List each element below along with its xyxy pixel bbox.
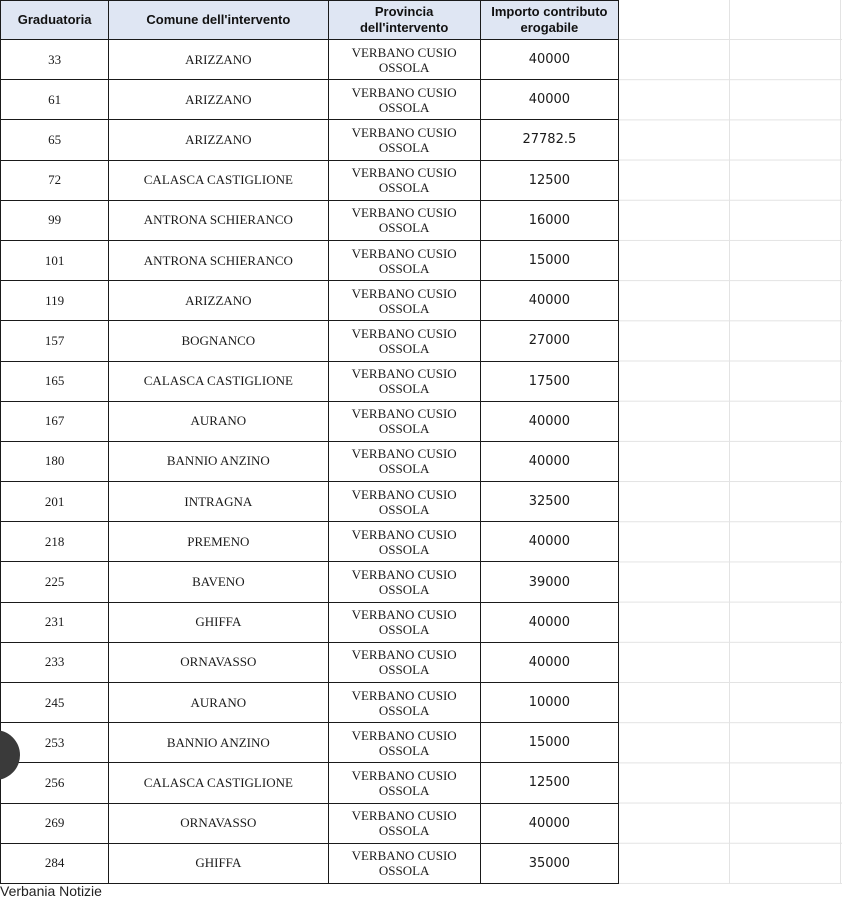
cell-provincia bbox=[328, 160, 480, 200]
cell-graduatoria: 33 bbox=[1, 40, 109, 80]
cell-graduatoria: 231 bbox=[1, 602, 109, 642]
table-row bbox=[1, 80, 619, 120]
cell-provincia-line2: OSSOLA bbox=[378, 381, 430, 397]
cell-comune: ARIZZANO bbox=[109, 120, 328, 160]
cell-importo: 40000 bbox=[480, 281, 618, 321]
cell-provincia-line2: OSSOLA bbox=[378, 340, 430, 356]
cell-comune: AURANO bbox=[109, 401, 328, 441]
cell-graduatoria: 61 bbox=[1, 80, 109, 120]
cell-provincia-line2: OSSOLA bbox=[378, 180, 430, 196]
cell-provincia-line2: OSSOLA bbox=[378, 622, 430, 638]
cell-importo: 27782.5 bbox=[480, 120, 618, 160]
cell-comune: BANNIO ANZINO bbox=[109, 723, 328, 763]
cell-importo: 40000 bbox=[480, 441, 618, 481]
header-comune: Comune dell'intervento bbox=[109, 1, 328, 40]
cell-provincia bbox=[328, 361, 480, 401]
cell-comune: BAVENO bbox=[109, 562, 328, 602]
cell-graduatoria: 180 bbox=[1, 441, 109, 481]
cell-provincia-line2: OSSOLA bbox=[378, 461, 430, 477]
table-row bbox=[1, 200, 619, 240]
cell-graduatoria: 225 bbox=[1, 562, 109, 602]
table-row bbox=[1, 723, 619, 763]
table-header-row bbox=[1, 1, 619, 40]
table-row bbox=[1, 482, 619, 522]
cell-provincia-line2: OSSOLA bbox=[378, 421, 430, 437]
cell-graduatoria: 99 bbox=[1, 200, 109, 240]
cell-importo: 40000 bbox=[480, 642, 618, 682]
table-row bbox=[1, 803, 619, 843]
header-provincia-line2: dell'intervento bbox=[359, 20, 449, 35]
cell-provincia-line1: VERBANO CUSIO bbox=[351, 285, 457, 301]
cell-provincia-line1: VERBANO CUSIO bbox=[351, 727, 457, 743]
cell-comune: GHIFFA bbox=[109, 843, 328, 883]
cell-provincia-line1: VERBANO CUSIO bbox=[351, 567, 457, 583]
cell-provincia-line2: OSSOLA bbox=[378, 782, 430, 798]
cell-graduatoria: 253 bbox=[1, 723, 109, 763]
cell-graduatoria: 72 bbox=[1, 160, 109, 200]
table-row bbox=[1, 642, 619, 682]
cell-provincia bbox=[328, 441, 480, 481]
table-row bbox=[1, 281, 619, 321]
cell-comune: BANNIO ANZINO bbox=[109, 441, 328, 481]
table-row bbox=[1, 843, 619, 883]
cell-provincia-line2: OSSOLA bbox=[378, 59, 430, 75]
cell-importo: 32500 bbox=[480, 482, 618, 522]
cell-provincia-line2: OSSOLA bbox=[378, 582, 430, 598]
cell-provincia-line1: VERBANO CUSIO bbox=[351, 486, 457, 502]
cell-importo: 40000 bbox=[480, 401, 618, 441]
cell-comune: PREMENO bbox=[109, 522, 328, 562]
cell-importo: 17500 bbox=[480, 361, 618, 401]
cell-provincia-line1: VERBANO CUSIO bbox=[351, 607, 457, 623]
table-row bbox=[1, 40, 619, 80]
cell-comune: CALASCA CASTIGLIONE bbox=[109, 361, 328, 401]
cell-provincia-line1: VERBANO CUSIO bbox=[351, 165, 457, 181]
table-row bbox=[1, 361, 619, 401]
cell-comune: ARIZZANO bbox=[109, 281, 328, 321]
cell-provincia bbox=[328, 763, 480, 803]
cell-provincia bbox=[328, 803, 480, 843]
table-row bbox=[1, 562, 619, 602]
cell-importo: 35000 bbox=[480, 843, 618, 883]
cell-graduatoria: 245 bbox=[1, 683, 109, 723]
cell-provincia bbox=[328, 200, 480, 240]
table-row bbox=[1, 602, 619, 642]
cell-importo: 15000 bbox=[480, 240, 618, 280]
cell-graduatoria: 157 bbox=[1, 321, 109, 361]
cell-provincia bbox=[328, 723, 480, 763]
cell-provincia-line2: OSSOLA bbox=[378, 99, 430, 115]
table-row bbox=[1, 522, 619, 562]
cell-graduatoria: 256 bbox=[1, 763, 109, 803]
cell-importo: 40000 bbox=[480, 803, 618, 843]
cell-provincia-line2: OSSOLA bbox=[378, 742, 430, 758]
cell-provincia bbox=[328, 281, 480, 321]
header-graduatoria: Graduatoria bbox=[1, 1, 109, 40]
cell-provincia-line1: VERBANO CUSIO bbox=[351, 687, 457, 703]
table-row bbox=[1, 401, 619, 441]
cell-provincia bbox=[328, 683, 480, 723]
cell-importo: 16000 bbox=[480, 200, 618, 240]
cell-comune: ARIZZANO bbox=[109, 40, 328, 80]
cell-provincia-line1: VERBANO CUSIO bbox=[351, 245, 457, 261]
header-importo bbox=[480, 1, 618, 40]
cell-importo: 27000 bbox=[480, 321, 618, 361]
cell-comune: ANTRONA SCHIERANCO bbox=[109, 200, 328, 240]
cell-provincia-line2: OSSOLA bbox=[378, 260, 430, 276]
cell-graduatoria: 65 bbox=[1, 120, 109, 160]
cell-provincia bbox=[328, 522, 480, 562]
cell-comune: CALASCA CASTIGLIONE bbox=[109, 763, 328, 803]
cell-graduatoria: 269 bbox=[1, 803, 109, 843]
cell-provincia-line2: OSSOLA bbox=[378, 662, 430, 678]
cell-provincia-line2: OSSOLA bbox=[378, 300, 430, 316]
cell-provincia-line2: OSSOLA bbox=[378, 823, 430, 839]
cell-provincia-line1: VERBANO CUSIO bbox=[351, 124, 457, 140]
cell-provincia-line1: VERBANO CUSIO bbox=[351, 446, 457, 462]
cell-graduatoria: 284 bbox=[1, 843, 109, 883]
cell-importo: 12500 bbox=[480, 763, 618, 803]
header-provincia-line1: Provincia bbox=[374, 4, 434, 19]
cell-provincia bbox=[328, 642, 480, 682]
cell-provincia-line2: OSSOLA bbox=[378, 541, 430, 557]
cell-provincia bbox=[328, 562, 480, 602]
cell-graduatoria: 119 bbox=[1, 281, 109, 321]
cell-comune: CALASCA CASTIGLIONE bbox=[109, 160, 328, 200]
cell-provincia-line2: OSSOLA bbox=[378, 702, 430, 718]
cell-provincia bbox=[328, 120, 480, 160]
cell-importo: 15000 bbox=[480, 723, 618, 763]
table-row bbox=[1, 160, 619, 200]
cell-provincia-line2: OSSOLA bbox=[378, 863, 430, 879]
cell-provincia bbox=[328, 240, 480, 280]
cell-comune: ANTRONA SCHIERANCO bbox=[109, 240, 328, 280]
cell-provincia-line1: VERBANO CUSIO bbox=[351, 366, 457, 382]
cell-provincia-line1: VERBANO CUSIO bbox=[351, 325, 457, 341]
cell-provincia bbox=[328, 843, 480, 883]
cell-provincia-line2: OSSOLA bbox=[378, 501, 430, 517]
table-row bbox=[1, 120, 619, 160]
cell-provincia bbox=[328, 482, 480, 522]
cell-provincia bbox=[328, 401, 480, 441]
cell-importo: 39000 bbox=[480, 562, 618, 602]
cell-graduatoria: 233 bbox=[1, 642, 109, 682]
cell-provincia-line1: VERBANO CUSIO bbox=[351, 205, 457, 221]
cell-provincia bbox=[328, 40, 480, 80]
cell-comune: BOGNANCO bbox=[109, 321, 328, 361]
cell-provincia bbox=[328, 602, 480, 642]
cell-importo: 40000 bbox=[480, 602, 618, 642]
cell-comune: INTRAGNA bbox=[109, 482, 328, 522]
cell-graduatoria: 167 bbox=[1, 401, 109, 441]
cell-provincia-line1: VERBANO CUSIO bbox=[351, 647, 457, 663]
cell-provincia bbox=[328, 321, 480, 361]
header-provincia bbox=[328, 1, 480, 40]
table-row bbox=[1, 441, 619, 481]
table-row bbox=[1, 683, 619, 723]
cell-provincia-line1: VERBANO CUSIO bbox=[351, 84, 457, 100]
cell-provincia-line1: VERBANO CUSIO bbox=[351, 44, 457, 60]
cell-importo: 40000 bbox=[480, 522, 618, 562]
cell-provincia-line1: VERBANO CUSIO bbox=[351, 848, 457, 864]
cell-provincia-line1: VERBANO CUSIO bbox=[351, 406, 457, 422]
header-importo-line1: Importo contributo bbox=[491, 4, 608, 19]
table-row bbox=[1, 763, 619, 803]
cell-provincia-line2: OSSOLA bbox=[378, 139, 430, 155]
cell-graduatoria: 201 bbox=[1, 482, 109, 522]
cell-importo: 40000 bbox=[480, 80, 618, 120]
cell-provincia-line1: VERBANO CUSIO bbox=[351, 808, 457, 824]
cell-comune: ORNAVASSO bbox=[109, 642, 328, 682]
table-row bbox=[1, 321, 619, 361]
table-row bbox=[1, 240, 619, 280]
header-importo-line2: erogabile bbox=[520, 20, 579, 35]
cell-provincia-line1: VERBANO CUSIO bbox=[351, 526, 457, 542]
cell-provincia bbox=[328, 80, 480, 120]
cell-comune: AURANO bbox=[109, 683, 328, 723]
cell-comune: GHIFFA bbox=[109, 602, 328, 642]
cell-importo: 10000 bbox=[480, 683, 618, 723]
watermark-text: Verbania Notizie bbox=[0, 883, 102, 899]
empty-spreadsheet-grid bbox=[619, 0, 842, 884]
cell-provincia-line1: VERBANO CUSIO bbox=[351, 767, 457, 783]
cell-provincia-line2: OSSOLA bbox=[378, 220, 430, 236]
cell-comune: ORNAVASSO bbox=[109, 803, 328, 843]
cell-importo: 40000 bbox=[480, 40, 618, 80]
cell-importo: 12500 bbox=[480, 160, 618, 200]
cell-graduatoria: 101 bbox=[1, 240, 109, 280]
cell-graduatoria: 218 bbox=[1, 522, 109, 562]
cell-comune: ARIZZANO bbox=[109, 80, 328, 120]
cell-graduatoria: 165 bbox=[1, 361, 109, 401]
